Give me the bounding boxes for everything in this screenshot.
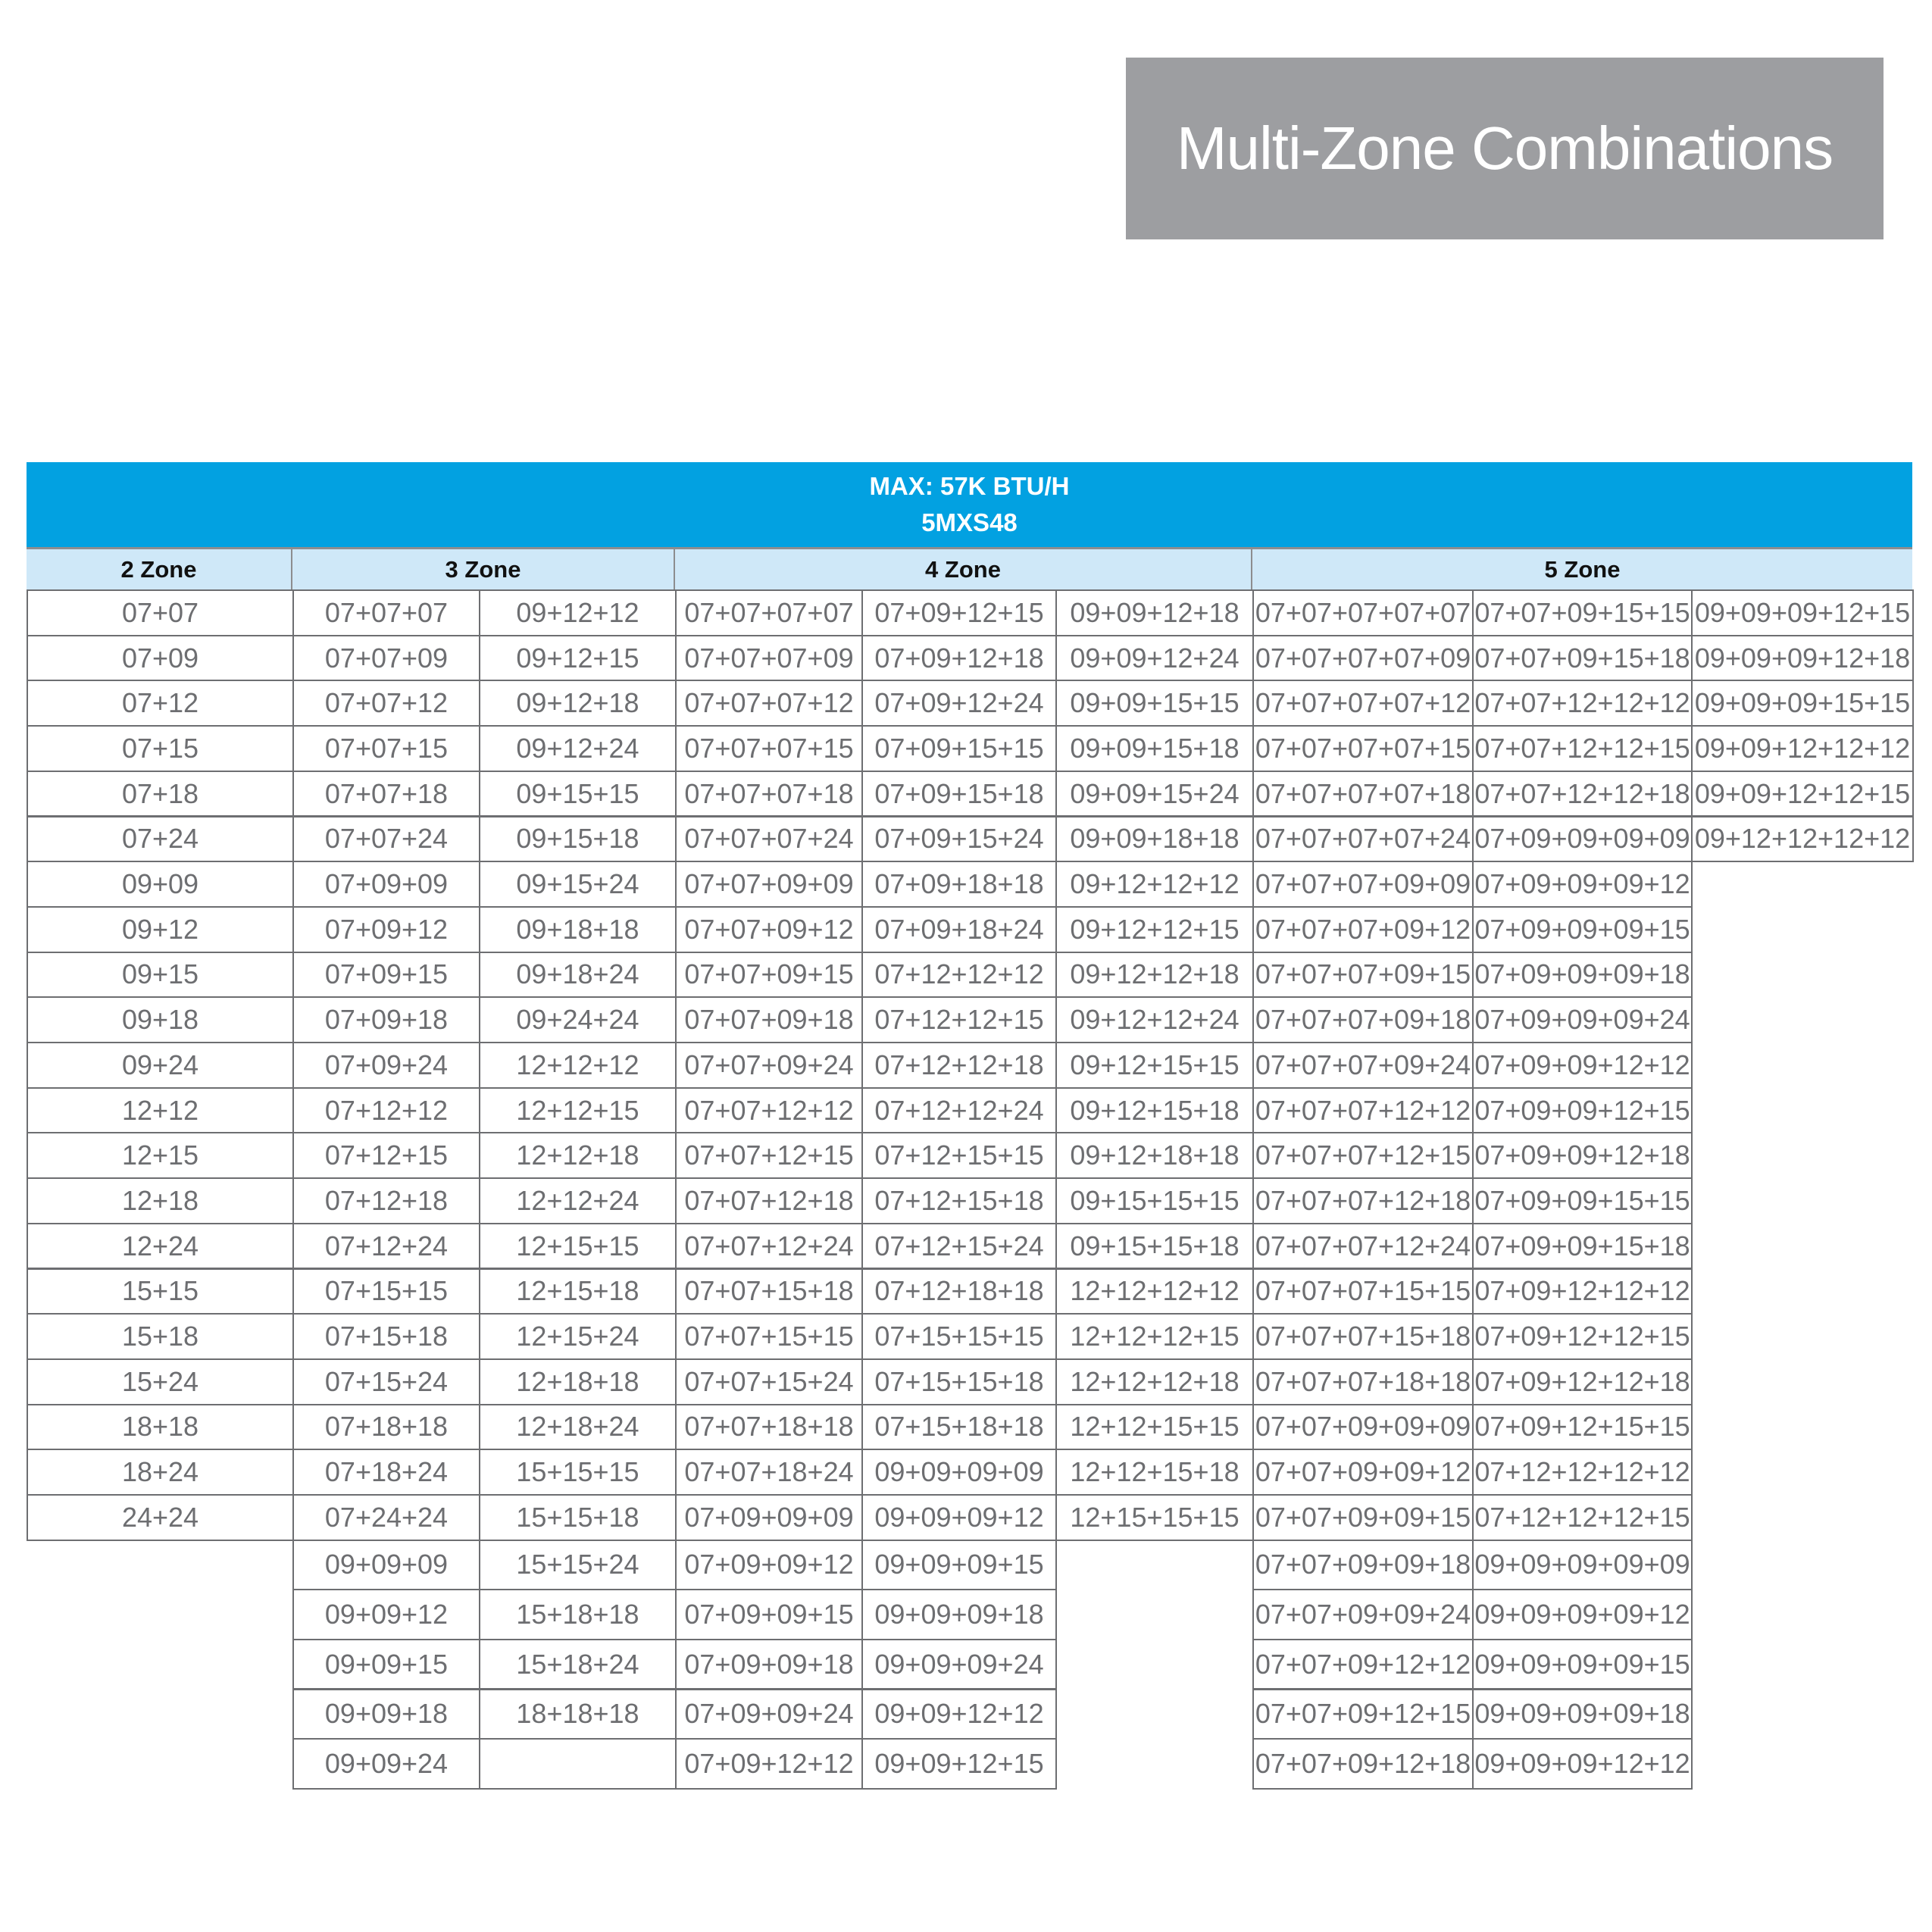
table-cell: 07+09+12+15 [861,589,1057,636]
table-cell: 12+12+15+18 [1055,1449,1254,1496]
table-cell: 09+09+18 [292,1689,480,1740]
table-cell: 07+07+09+15+15 [1472,589,1693,636]
table-cell: 07+07+09+12+12 [1252,1639,1474,1690]
table-cell: 07+07+07+12+18 [1252,1177,1474,1224]
table-cell: 09+18+24 [479,952,677,999]
table-cell: 09+24 [27,1042,294,1089]
table-cell: 12+12 [27,1087,294,1134]
table-cell: 09+09+12+12+12 [1691,725,1914,772]
table-cell: 07+07+15+24 [675,1358,863,1405]
table-cell: 07+12+12+24 [861,1087,1057,1134]
table-cell: 07+09+15+18 [861,771,1057,818]
table-cell: 12+12+15 [479,1087,677,1134]
table-cell: 09+09+09+12+12 [1472,1738,1693,1790]
table-cell: 07+24 [27,816,294,863]
table-cell: 07+07+07+12+24 [1252,1223,1474,1270]
table-cell: 12+12+24 [479,1177,677,1224]
table-cell: 07+12+12+12+12 [1472,1449,1693,1496]
table-cell: 07+09+18+18 [861,861,1057,908]
table-cell: 09+12+12+15 [1055,906,1254,953]
table-cell: 07+09+09+24 [675,1689,863,1740]
table-cell: 07+07+07+07+12 [1252,680,1474,727]
table-cell: 07+07+12 [292,680,480,727]
table-cell: 07+07+12+12+15 [1472,725,1693,772]
table-cell: 09+12+12 [479,589,677,636]
table-cell: 07+07+07+09 [675,635,863,682]
table-cell: 12+12+12+12 [1055,1268,1254,1315]
table-cell: 09+09+12+18 [1055,589,1254,636]
table-cell: 09+12+12+12 [1055,861,1254,908]
table-cell: 07+09+09+09+09 [1472,816,1693,863]
table-cell: 07+09+12+12+18 [1472,1358,1693,1405]
table-cell: 07+07+07+12+12 [1252,1087,1474,1134]
table-cell: 09+09 [27,861,294,908]
table-cell: 07+15+15+18 [861,1358,1057,1405]
table-cell: 07+07+09 [292,635,480,682]
table-cell: 09+09+09+12+18 [1691,635,1914,682]
table-cell: 07+07+09+09+09 [1252,1404,1474,1451]
table-cell: 12+18 [27,1177,294,1224]
table-cell: 07+09+09+15+18 [1472,1223,1693,1270]
table-cell: 07+09+12+12+15 [1472,1313,1693,1360]
table-cell: 09+09+24 [292,1738,480,1790]
table-cell: 07+09+12+24 [861,680,1057,727]
table-cell: 12+12+12+15 [1055,1313,1254,1360]
table-header [27,462,1912,547]
table-cell: 09+24+24 [479,996,677,1043]
table-cell: 07+07+15+18 [675,1268,863,1315]
table-cell: 07+09+09+18 [675,1639,863,1690]
table-cell: 09+09+12+12 [861,1689,1057,1740]
table-cell: 12+12+15+15 [1055,1404,1254,1451]
table-cell: 18+18 [27,1404,294,1451]
table-cell: 07+09 [27,635,294,682]
table-cell: 12+12+18 [479,1132,677,1179]
table-cell: 07+07+15 [292,725,480,772]
table-cell: 07+09+15+24 [861,816,1057,863]
table-cell: 07+12+15 [292,1132,480,1179]
table-cell: 07+09+09+09+18 [1472,952,1693,999]
table-cell: 07+09+09+09+15 [1472,906,1693,953]
table-cell: 07+09+12+18 [861,635,1057,682]
table-cell: 24+24 [27,1494,294,1541]
table-cell: 07+12+24 [292,1223,480,1270]
table-cell: 07+07+18 [292,771,480,818]
table-cell: 07+07+07+07+07 [1252,589,1474,636]
table-cell: 07+07+07+07+09 [1252,635,1474,682]
table-cell: 07+07+09+09+18 [1252,1540,1474,1591]
table-cell: 07+15+18 [292,1313,480,1360]
table-cell: 07+07+09+15 [675,952,863,999]
table-cell: 09+09+15+24 [1055,771,1254,818]
table-cell: 07+07+09+09+15 [1252,1494,1474,1541]
group-header-5-zone: 5 Zone [1252,547,1912,589]
table-cell: 09+12+18 [479,680,677,727]
table-cell: 12+24 [27,1223,294,1270]
group-header-2-zone: 2 Zone [27,547,292,589]
table-cell: 07+18 [27,771,294,818]
table-cell: 07+07+07+12 [675,680,863,727]
table-cell: 07+12+12+12 [861,952,1057,999]
table-cell: 07+09+15 [292,952,480,999]
table-cell: 07+07+09+09+12 [1252,1449,1474,1496]
table-cell: 07+07+07 [292,589,480,636]
table-cell: 07+07+24 [292,816,480,863]
table-cell: 09+09+09 [292,1540,480,1591]
table-cell: 09+15+18 [479,816,677,863]
table-cell: 09+12+18+18 [1055,1132,1254,1179]
table-cell: 07+12+15+24 [861,1223,1057,1270]
table-cell: 07+07+12+12 [675,1087,863,1134]
table-cell: 09+12+12+18 [1055,952,1254,999]
table-cell: 07+12+12+15 [861,996,1057,1043]
table-cell: 07+09+09+09+12 [1472,861,1693,908]
table-cell: 07+09+12+15+15 [1472,1404,1693,1451]
table-cell [479,1738,677,1790]
table-cell: 09+09+09+18 [861,1589,1057,1640]
table-cell: 09+09+09+24 [861,1639,1057,1690]
table-cell: 15+18+18 [479,1589,677,1640]
table-cell: 12+15+18 [479,1268,677,1315]
table-cell: 09+09+12+12+15 [1691,771,1914,818]
table-cell: 09+18+18 [479,906,677,953]
table-cell: 07+09+09+12 [675,1540,863,1591]
table-cell: 07+09+12 [292,906,480,953]
max-capacity-label: MAX: 57K BTU/H [869,472,1070,500]
table-cell: 09+12+15+15 [1055,1042,1254,1089]
table-cell: 07+15+24 [292,1358,480,1405]
table-cell: 09+09+09+12 [861,1494,1057,1541]
table-cell: 07+18+24 [292,1449,480,1496]
table-cell: 15+15+18 [479,1494,677,1541]
table-cell: 15+24 [27,1358,294,1405]
table-cell: 09+12+12+24 [1055,996,1254,1043]
table-cell: 07+07+07+07+15 [1252,725,1474,772]
table-cell: 12+15 [27,1132,294,1179]
table-cell: 07+12+18 [292,1177,480,1224]
table-cell: 07+07+15+15 [675,1313,863,1360]
table-cell: 07+09+12+12 [675,1738,863,1790]
table-cell: 07+07+12+12+12 [1472,680,1693,727]
table-cell: 07+07+07+09+24 [1252,1042,1474,1089]
model-number: 5MXS48 [921,508,1018,536]
table-cell: 18+18+18 [479,1689,677,1740]
table-cell: 09+09+09+09+09 [1472,1540,1693,1591]
table-cell: 07+15 [27,725,294,772]
table-cell: 07+07+07+09+15 [1252,952,1474,999]
table-cell: 07+09+18 [292,996,480,1043]
table-cell: 07+07+09+18 [675,996,863,1043]
table-cell: 09+12+15+18 [1055,1087,1254,1134]
table-cell: 07+09+09+15+15 [1472,1177,1693,1224]
table-cell: 09+09+12+15 [861,1738,1057,1790]
table-cell: 12+18+24 [479,1404,677,1451]
table-cell: 07+07+07+07+18 [1252,771,1474,818]
table-cell: 07+09+09 [292,861,480,908]
table-cell: 07+07+07+09+09 [1252,861,1474,908]
table-cell: 07+07+09+15+18 [1472,635,1693,682]
table-cell: 12+15+15+15 [1055,1494,1254,1541]
page-title: Multi-Zone Combinations [1126,58,1884,239]
table-cell: 07+18+18 [292,1404,480,1451]
table-cell: 07+09+24 [292,1042,480,1089]
table-cell: 07+12 [27,680,294,727]
table-cell: 09+09+12+24 [1055,635,1254,682]
table-cell: 07+12+12 [292,1087,480,1134]
table-cell: 07+09+12+12+12 [1472,1268,1693,1315]
table-cell: 07+12+18+18 [861,1268,1057,1315]
table-cell: 09+18 [27,996,294,1043]
table-cell: 12+15+15 [479,1223,677,1270]
table-cell: 07+09+09+09 [675,1494,863,1541]
table-cell: 09+15 [27,952,294,999]
group-header-4-zone: 4 Zone [675,547,1252,589]
table-cell: 09+09+09+09+18 [1472,1689,1693,1740]
table-cell: 07+09+15+15 [861,725,1057,772]
table-cell: 09+09+09+09 [861,1449,1057,1496]
table-cell: 12+15+24 [479,1313,677,1360]
table-cell: 07+09+09+12+18 [1472,1132,1693,1179]
table-cell: 07+07+07+18+18 [1252,1358,1474,1405]
table-cell: 09+15+15 [479,771,677,818]
table-cell: 07+12+12+12+15 [1472,1494,1693,1541]
table-cell: 09+15+15+18 [1055,1223,1254,1270]
table-cell: 07+07+07+07+24 [1252,816,1474,863]
table-cell: 07+07+18+18 [675,1404,863,1451]
table-cell: 07+07+07+12+15 [1252,1132,1474,1179]
table-cell: 07+07+07+18 [675,771,863,818]
table-cell: 07+07+07+15+18 [1252,1313,1474,1360]
table-cell: 07+09+18+24 [861,906,1057,953]
table-cell: 09+09+12 [292,1589,480,1640]
table-cell: 07+24+24 [292,1494,480,1541]
table-cell: 09+12+12+12+12 [1691,816,1914,863]
table-cell: 07+07+12+12+18 [1472,771,1693,818]
table-cell: 15+15 [27,1268,294,1315]
table-cell: 07+07+07+09+12 [1252,906,1474,953]
table-cell: 12+18+18 [479,1358,677,1405]
group-header-3-zone: 3 Zone [292,547,675,589]
table-cell: 09+09+15+18 [1055,725,1254,772]
table-cell: 07+09+09+12+15 [1472,1087,1693,1134]
table-cell: 12+12+12+18 [1055,1358,1254,1405]
table-cell: 09+15+24 [479,861,677,908]
table-cell: 09+12 [27,906,294,953]
table-cell: 09+09+09+15+15 [1691,680,1914,727]
table-cell: 09+09+09+12+15 [1691,589,1914,636]
table-cell: 09+09+09+15 [861,1540,1057,1591]
table-cell: 07+07+12+18 [675,1177,863,1224]
table-cell: 07+07 [27,589,294,636]
table-cell: 15+15+15 [479,1449,677,1496]
table-cell: 09+12+15 [479,635,677,682]
table-cell: 07+07+09+12 [675,906,863,953]
table-cell: 15+18 [27,1313,294,1360]
table-cell: 09+09+15 [292,1639,480,1690]
table-cell: 07+07+12+15 [675,1132,863,1179]
table-cell: 07+09+09+15 [675,1589,863,1640]
table-cell: 07+07+09+09+24 [1252,1589,1474,1640]
table-cell: 09+15+15+15 [1055,1177,1254,1224]
table-cell: 07+09+09+12+12 [1472,1042,1693,1089]
table-cell: 07+12+12+18 [861,1042,1057,1089]
table-cell: 18+24 [27,1449,294,1496]
table-cell: 07+07+09+12+15 [1252,1689,1474,1740]
table-cell: 07+07+12+24 [675,1223,863,1270]
table-cell: 07+12+15+15 [861,1132,1057,1179]
table-cell: 07+12+15+18 [861,1177,1057,1224]
table-cell: 09+09+09+09+15 [1472,1639,1693,1690]
table-cell: 09+09+09+09+12 [1472,1589,1693,1640]
table-cell: 07+07+07+15+15 [1252,1268,1474,1315]
table-cell: 15+18+24 [479,1639,677,1690]
table-cell: 09+12+24 [479,725,677,772]
table-cell: 07+07+09+12+18 [1252,1738,1474,1790]
table-cell: 07+15+18+18 [861,1404,1057,1451]
table-cell: 09+09+18+18 [1055,816,1254,863]
table-cell: 15+15+24 [479,1540,677,1591]
table-cell: 07+07+09+24 [675,1042,863,1089]
table-cell: 07+07+07+07 [675,589,863,636]
table-cell: 12+12+12 [479,1042,677,1089]
table-cell: 07+07+07+09+18 [1252,996,1474,1043]
table-cell: 07+15+15+15 [861,1313,1057,1360]
table-cell: 07+07+07+24 [675,816,863,863]
table-cell: 07+15+15 [292,1268,480,1315]
table-cell: 07+09+09+09+24 [1472,996,1693,1043]
table-cell: 07+07+09+09 [675,861,863,908]
table-cell: 07+07+18+24 [675,1449,863,1496]
table-cell: 09+09+15+15 [1055,680,1254,727]
table-cell: 07+07+07+15 [675,725,863,772]
